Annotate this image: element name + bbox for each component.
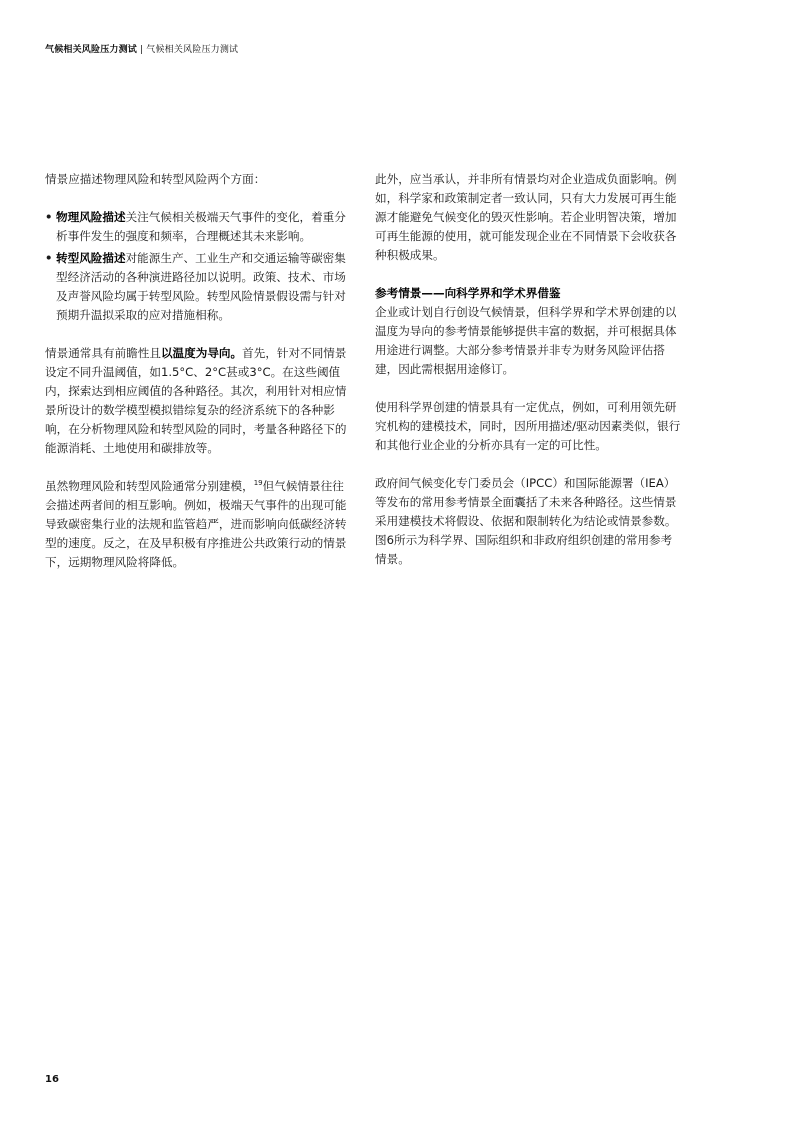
body-paragraph: 此外，应当承认，并非所有情景均对企业造成负面影响。例如，科学家和政策制定者一致认同，只有大力发展可再生能源才能避免气候变化的毁灭性影响。若企业明智决策，增加可再生能源的使用，就可能发现企业在不同情景下会收获各种积极成果。 bbox=[375, 172, 677, 262]
paragraph-text: 首先，针对不同情景设定不同升温阈值，如1.5°C、2°C甚或3°C。在这些阈值内，探索达到相应阈值的各种路径。其次，利用针对相应情景所设计的数学模型模拟错综复杂的经济系统下的各种影响，在分析物理风险和转型风险的同时，考量各种路径下的能源消耗、土地使用和碳排放等。 bbox=[45, 346, 347, 455]
bullet-term: 转型风险描述 bbox=[56, 251, 126, 265]
paragraph-text: 虽然物理风险和转型风险通常分别建模， bbox=[45, 479, 254, 493]
section-heading: 参考情景——向科学界和学术界借鉴 bbox=[375, 286, 561, 300]
bullet-term: 物理风险描述 bbox=[56, 210, 126, 224]
header-separator: | bbox=[140, 45, 144, 55]
body-paragraph bbox=[45, 344, 352, 458]
bullet-icon: • bbox=[45, 251, 53, 265]
page-number: 16 bbox=[45, 1074, 59, 1085]
list-item bbox=[45, 208, 352, 246]
paragraph-text: 但气候情景往往会描述两者间的相互影响。例如，极端天气事件的出现可能导致碳密集行业的法规和监管趋严，进而影响向低碳经济转型的速度。反之，在及早积极有序推进公共政策行动的情景下，远期物理风险将降低。 bbox=[45, 479, 347, 569]
body-paragraph: 使用科学界创建的情景具有一定优点，例如，可利用领先研究机构的建模技术，同时，因所用描述/驱动因素类似，银行和其他行业企业的分析亦具有一定的可比性。 bbox=[375, 400, 681, 452]
intro-paragraph: 情景应描述物理风险和转型风险两个方面： bbox=[45, 172, 266, 186]
risk-bullet-list bbox=[45, 208, 352, 325]
right-column bbox=[375, 170, 682, 569]
header-title: 气候相关风险压力测试 bbox=[45, 45, 138, 55]
emphasis-text: 以温度为导向。 bbox=[160, 346, 243, 360]
body-paragraph: 企业或计划自行创设气候情景，但科学界和学术界创建的以温度为导向的参考情景能够提供丰富的数据，并可根据具体用途进行调整。大部分参考情景并非专为财务风险评估搭建，因此需根据用途修订。 bbox=[375, 305, 677, 376]
body-paragraph: 政府间气候变化专门委员会（IPCC）和国际能源署（IEA）等发布的常用参考情景全面囊括了未来各种路径。这些情景采用建模技术将假设、依据和限制转化为结论或情景参数。图6所示为科学界、国际组织和非政府组织创建的常用参考情景。 bbox=[375, 476, 677, 566]
running-header bbox=[45, 42, 238, 55]
bullet-text: 对能源生产、工业生产和交通运输等碳密集型经济活动的各种演进路径加以说明。政策、技术、市场及声誉风险均属于转型风险。转型风险情景假设需与针对预期升温拟采取的应对措施相称。 bbox=[56, 251, 346, 322]
bullet-text: 关注气候相关极端天气事件的变化，着重分析事件发生的强度和频率，合理概述其未来影响。 bbox=[56, 210, 346, 243]
header-subtitle: 气候相关风险压力测试 bbox=[146, 45, 239, 55]
footnote-reference: 19 bbox=[253, 479, 263, 488]
list-item bbox=[45, 249, 352, 325]
paragraph-text: 情景通常具有前瞻性且 bbox=[45, 346, 161, 360]
left-column bbox=[45, 170, 352, 572]
body-paragraph bbox=[45, 477, 352, 572]
bullet-icon: • bbox=[45, 210, 53, 224]
